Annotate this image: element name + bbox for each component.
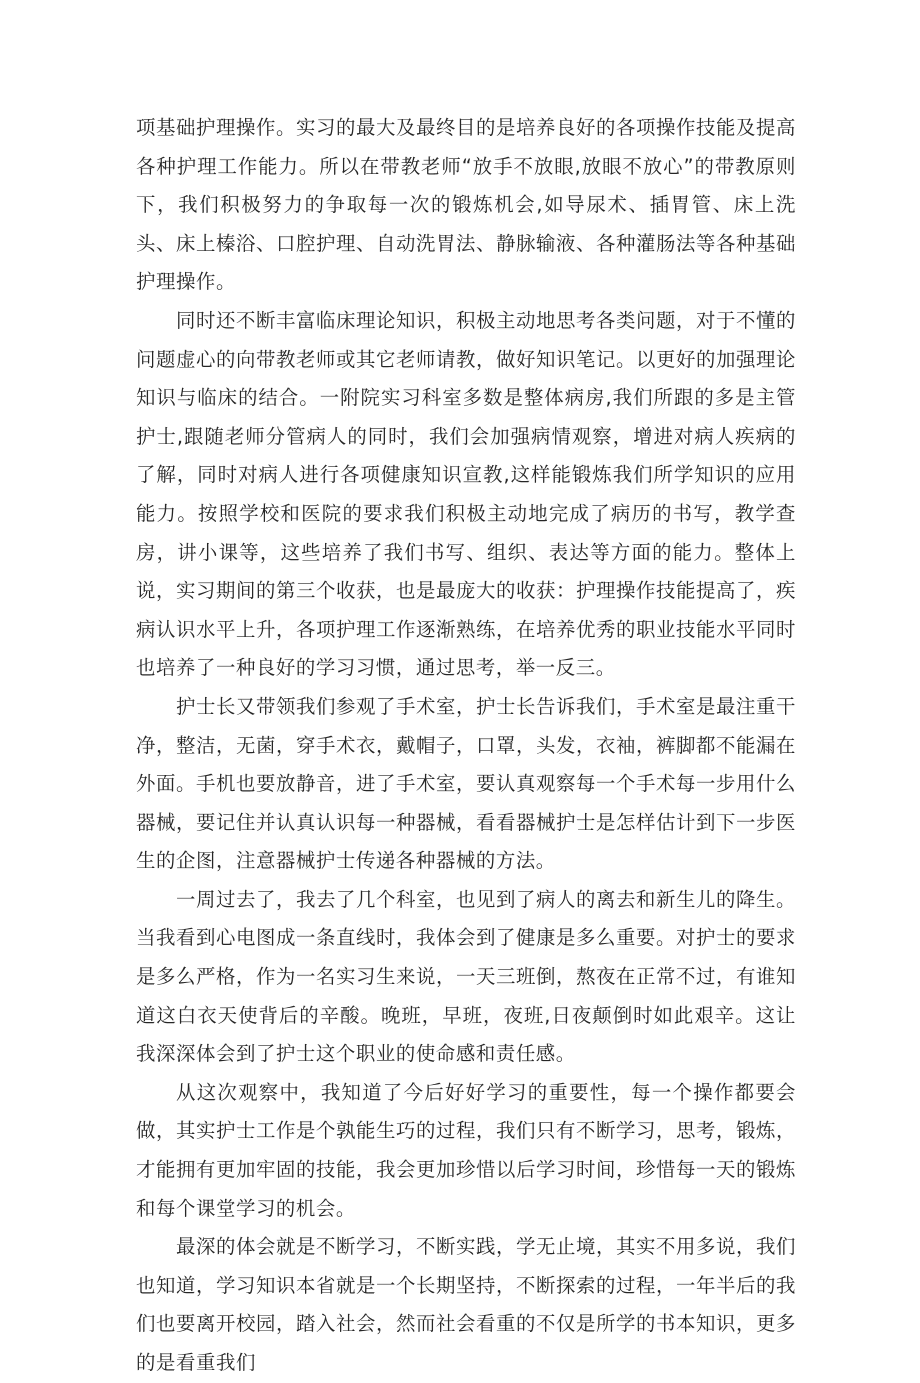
document-body	[136, 109, 796, 1383]
paragraph-5: 从这次观察中，我知道了今后好好学习的重要性，每一个操作都要会做，其实护士工作是个孰能生巧的过程，我们只有不断学习，思考，锻炼，才能拥有更加牢固的技能，我会更加珍惜以后学习时间，珍惜每一天的锻炼和每个课堂学习的机会。	[136, 1080, 796, 1220]
paragraph-6: 最深的体会就是不断学习，不断实践，学无止境，其实不用多说，我们也知道，学习知识本省就是一个长期坚持，不断探索的过程，一年半后的我们也要离开校园，踏入社会，然而社会看重的不仅是所学的书本知识，更多的是看重我们	[136, 1235, 796, 1374]
paragraph-2: 同时还不断丰富临床理论知识，积极主动地思考各类问题，对于不懂的问题虚心的向带教老师或其它老师请教，做好知识笔记。以更好的加强理论知识与临床的结合。一附院实习科室多数是整体病房,我们所跟的多是主管护士,跟随老师分管病人的同时，我们会加强病情观察，增进对病人疾病的了解，同时对病人进行各项健康知识宣教,这样能锻炼我们所学知识的应用能力。按照学校和医院的要求我们积极主动地完成了病历的书写，教学查房，讲小课等，这些培养了我们书写、组织、表达等方面的能力。整体上说，实习期间的第三个收获，也是最庞大的收获：护理操作技能提高了，疾病认识水平上升，各项护理工作逐渐熟练，在培养优秀的职业技能水平同时也培养了一种良好的学习习惯，通过思考，举一反三。	[136, 308, 796, 680]
paragraph-3: 护士长又带领我们参观了手术室，护士长告诉我们，手术室是最注重干净，整洁，无菌，穿手术衣，戴帽子，口罩，头发，衣袖，裤脚都不能漏在外面。手机也要放静音，进了手术室，要认真观察每一个手术每一步用什么器械，要记住并认真认识每一种器械，看看器械护士是怎样估计到下一步医生的企图，注意器械护士传递各种器械的方法。	[136, 694, 796, 873]
paragraph-4: 一周过去了，我去了几个科室，也见到了病人的离去和新生儿的降生。当我看到心电图成一条直线时，我体会到了健康是多么重要。对护士的要求是多么严格，作为一名实习生来说，一天三班倒，熬夜在正常不过，有谁知道这白衣天使背后的辛酸。晚班，早班，夜班,日夜颠倒时如此艰辛。这让我深深体会到了护士这个职业的使命感和责任感。	[136, 887, 796, 1066]
paragraph-1: 项基础护理操作。实习的最大及最终目的是培养良好的各项操作技能及提高各种护理工作能力。所以在带教老师“放手不放眼,放眼不放心”的带教原则下，我们积极努力的争取每一次的锻炼机会,如导尿术、插胃管、床上洗头、床上榛浴、口腔护理、自动洗胃法、静脉输液、各种灌肠法等各种基础护理操作。	[136, 116, 796, 294]
